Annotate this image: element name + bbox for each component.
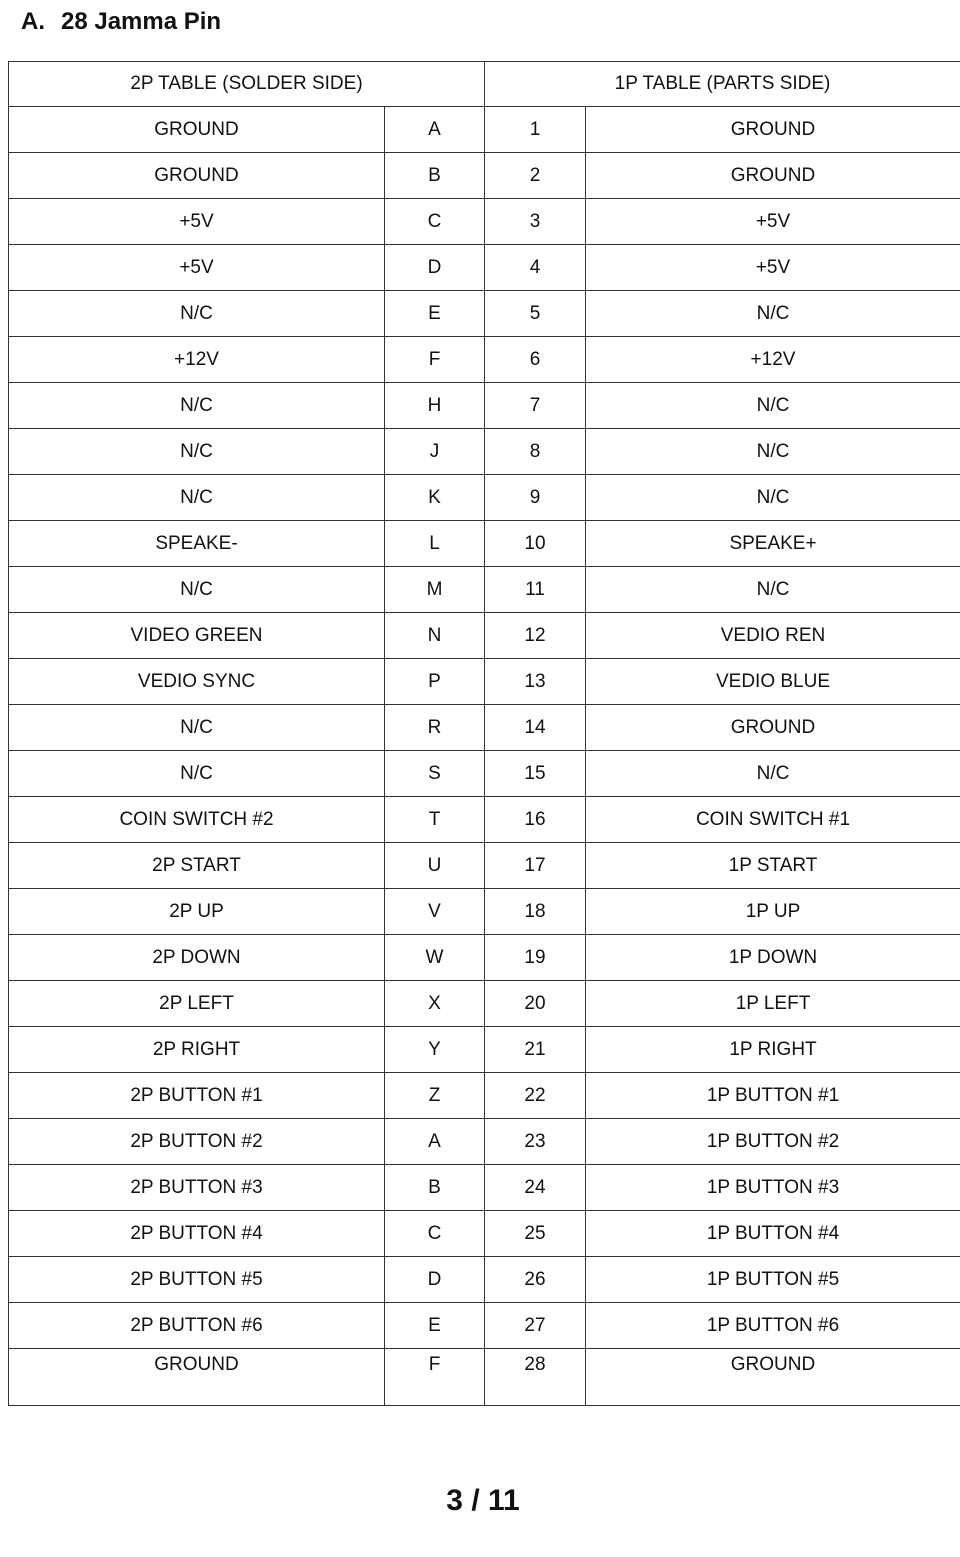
solder-pin-cell: E [385, 291, 485, 337]
solder-function-cell: 2P BUTTON #2 [9, 1119, 385, 1165]
parts-pin-cell: 28 [485, 1349, 586, 1406]
table-row [9, 153, 960, 199]
parts-pin-cell: 8 [485, 429, 586, 475]
solder-function-cell: GROUND [9, 107, 385, 153]
solder-pin-cell: E [385, 1303, 485, 1349]
parts-function-cell: 1P BUTTON #4 [586, 1211, 960, 1257]
table-row [9, 1211, 960, 1257]
parts-function-cell: 1P DOWN [586, 935, 960, 981]
jamma-pin-table [8, 61, 960, 1406]
parts-function-cell: GROUND [586, 1349, 960, 1406]
parts-pin-cell: 10 [485, 521, 586, 567]
solder-pin-cell: N [385, 613, 485, 659]
parts-function-cell: 1P BUTTON #5 [586, 1257, 960, 1303]
parts-function-cell: N/C [586, 751, 960, 797]
parts-pin-cell: 20 [485, 981, 586, 1027]
table-row [9, 797, 960, 843]
solder-pin-cell: F [385, 1349, 485, 1406]
table-row [9, 245, 960, 291]
solder-pin-cell: R [385, 705, 485, 751]
table-row [9, 1027, 960, 1073]
solder-pin-cell: T [385, 797, 485, 843]
solder-pin-cell: Z [385, 1073, 485, 1119]
parts-function-cell: 1P RIGHT [586, 1027, 960, 1073]
parts-function-cell: SPEAKE+ [586, 521, 960, 567]
parts-function-cell: GROUND [586, 107, 960, 153]
table-row [9, 1165, 960, 1211]
solder-function-cell: 2P DOWN [9, 935, 385, 981]
solder-function-cell: 2P BUTTON #3 [9, 1165, 385, 1211]
parts-function-cell: +5V [586, 245, 960, 291]
parts-pin-cell: 18 [485, 889, 586, 935]
table-row [9, 337, 960, 383]
header-parts-side: 1P TABLE (PARTS SIDE) [485, 62, 960, 107]
parts-function-cell: 1P UP [586, 889, 960, 935]
section-heading [21, 8, 221, 36]
table-row [9, 291, 960, 337]
solder-function-cell: 2P BUTTON #1 [9, 1073, 385, 1119]
table-row [9, 613, 960, 659]
parts-function-cell: N/C [586, 383, 960, 429]
solder-function-cell: N/C [9, 751, 385, 797]
pin-table-body [9, 62, 960, 1406]
solder-pin-cell: A [385, 1119, 485, 1165]
parts-function-cell: 1P BUTTON #3 [586, 1165, 960, 1211]
parts-pin-cell: 15 [485, 751, 586, 797]
parts-pin-cell: 3 [485, 199, 586, 245]
parts-function-cell: COIN SWITCH #1 [586, 797, 960, 843]
solder-function-cell: 2P UP [9, 889, 385, 935]
table-row [9, 1303, 960, 1349]
page-number: 3 / 11 [446, 1484, 520, 1517]
solder-function-cell: VIDEO GREEN [9, 613, 385, 659]
parts-pin-cell: 5 [485, 291, 586, 337]
solder-pin-cell: X [385, 981, 485, 1027]
solder-function-cell: N/C [9, 291, 385, 337]
solder-pin-cell: W [385, 935, 485, 981]
parts-function-cell: N/C [586, 429, 960, 475]
parts-pin-cell: 6 [485, 337, 586, 383]
table-row [9, 1073, 960, 1119]
parts-pin-cell: 17 [485, 843, 586, 889]
table-row [9, 981, 960, 1027]
solder-function-cell: SPEAKE- [9, 521, 385, 567]
table-row [9, 843, 960, 889]
solder-function-cell: 2P LEFT [9, 981, 385, 1027]
table-row [9, 475, 960, 521]
parts-pin-cell: 19 [485, 935, 586, 981]
solder-function-cell: GROUND [9, 1349, 385, 1406]
solder-function-cell: N/C [9, 705, 385, 751]
solder-pin-cell: D [385, 245, 485, 291]
solder-function-cell: N/C [9, 383, 385, 429]
parts-function-cell: N/C [586, 567, 960, 613]
table-row [9, 199, 960, 245]
table-row [9, 751, 960, 797]
parts-function-cell: GROUND [586, 153, 960, 199]
solder-pin-cell: C [385, 199, 485, 245]
table-header-row [9, 62, 960, 107]
solder-function-cell: N/C [9, 429, 385, 475]
solder-function-cell: VEDIO SYNC [9, 659, 385, 705]
table-row [9, 1349, 960, 1406]
parts-pin-cell: 25 [485, 1211, 586, 1257]
parts-function-cell: 1P BUTTON #1 [586, 1073, 960, 1119]
parts-function-cell: 1P START [586, 843, 960, 889]
solder-pin-cell: V [385, 889, 485, 935]
solder-function-cell: 2P BUTTON #4 [9, 1211, 385, 1257]
parts-function-cell: 1P LEFT [586, 981, 960, 1027]
parts-pin-cell: 27 [485, 1303, 586, 1349]
solder-function-cell: +5V [9, 199, 385, 245]
table-row [9, 567, 960, 613]
parts-function-cell: N/C [586, 475, 960, 521]
parts-pin-cell: 22 [485, 1073, 586, 1119]
table-row [9, 705, 960, 751]
parts-pin-cell: 4 [485, 245, 586, 291]
table-row [9, 889, 960, 935]
parts-pin-cell: 7 [485, 383, 586, 429]
solder-function-cell: N/C [9, 567, 385, 613]
solder-function-cell: +12V [9, 337, 385, 383]
parts-pin-cell: 12 [485, 613, 586, 659]
solder-function-cell: COIN SWITCH #2 [9, 797, 385, 843]
solder-pin-cell: A [385, 107, 485, 153]
solder-pin-cell: Y [385, 1027, 485, 1073]
solder-pin-cell: D [385, 1257, 485, 1303]
solder-pin-cell: L [385, 521, 485, 567]
parts-pin-cell: 24 [485, 1165, 586, 1211]
solder-pin-cell: U [385, 843, 485, 889]
solder-pin-cell: J [385, 429, 485, 475]
parts-pin-cell: 14 [485, 705, 586, 751]
header-solder-side: 2P TABLE (SOLDER SIDE) [9, 62, 485, 107]
table-row [9, 429, 960, 475]
solder-function-cell: +5V [9, 245, 385, 291]
solder-function-cell: 2P BUTTON #5 [9, 1257, 385, 1303]
solder-pin-cell: B [385, 1165, 485, 1211]
solder-pin-cell: P [385, 659, 485, 705]
parts-pin-cell: 13 [485, 659, 586, 705]
table-row [9, 1257, 960, 1303]
section-marker: A. [21, 8, 45, 35]
table-row [9, 383, 960, 429]
parts-pin-cell: 16 [485, 797, 586, 843]
parts-function-cell: 1P BUTTON #2 [586, 1119, 960, 1165]
table-row [9, 1119, 960, 1165]
parts-function-cell: VEDIO REN [586, 613, 960, 659]
parts-pin-cell: 9 [485, 475, 586, 521]
solder-function-cell: GROUND [9, 153, 385, 199]
parts-pin-cell: 26 [485, 1257, 586, 1303]
section-title: 28 Jamma Pin [61, 8, 222, 35]
parts-function-cell: VEDIO BLUE [586, 659, 960, 705]
solder-function-cell: 2P BUTTON #6 [9, 1303, 385, 1349]
parts-pin-cell: 23 [485, 1119, 586, 1165]
solder-function-cell: N/C [9, 475, 385, 521]
parts-function-cell: 1P BUTTON #6 [586, 1303, 960, 1349]
solder-pin-cell: M [385, 567, 485, 613]
parts-pin-cell: 21 [485, 1027, 586, 1073]
solder-pin-cell: K [385, 475, 485, 521]
table-row [9, 107, 960, 153]
parts-function-cell: GROUND [586, 705, 960, 751]
solder-function-cell: 2P START [9, 843, 385, 889]
table-row [9, 521, 960, 567]
parts-function-cell: N/C [586, 291, 960, 337]
table-row [9, 935, 960, 981]
parts-pin-cell: 1 [485, 107, 586, 153]
parts-pin-cell: 11 [485, 567, 586, 613]
solder-function-cell: 2P RIGHT [9, 1027, 385, 1073]
table-row [9, 659, 960, 705]
solder-pin-cell: B [385, 153, 485, 199]
solder-pin-cell: H [385, 383, 485, 429]
solder-pin-cell: S [385, 751, 485, 797]
parts-pin-cell: 2 [485, 153, 586, 199]
parts-function-cell: +12V [586, 337, 960, 383]
solder-pin-cell: F [385, 337, 485, 383]
parts-function-cell: +5V [586, 199, 960, 245]
solder-pin-cell: C [385, 1211, 485, 1257]
